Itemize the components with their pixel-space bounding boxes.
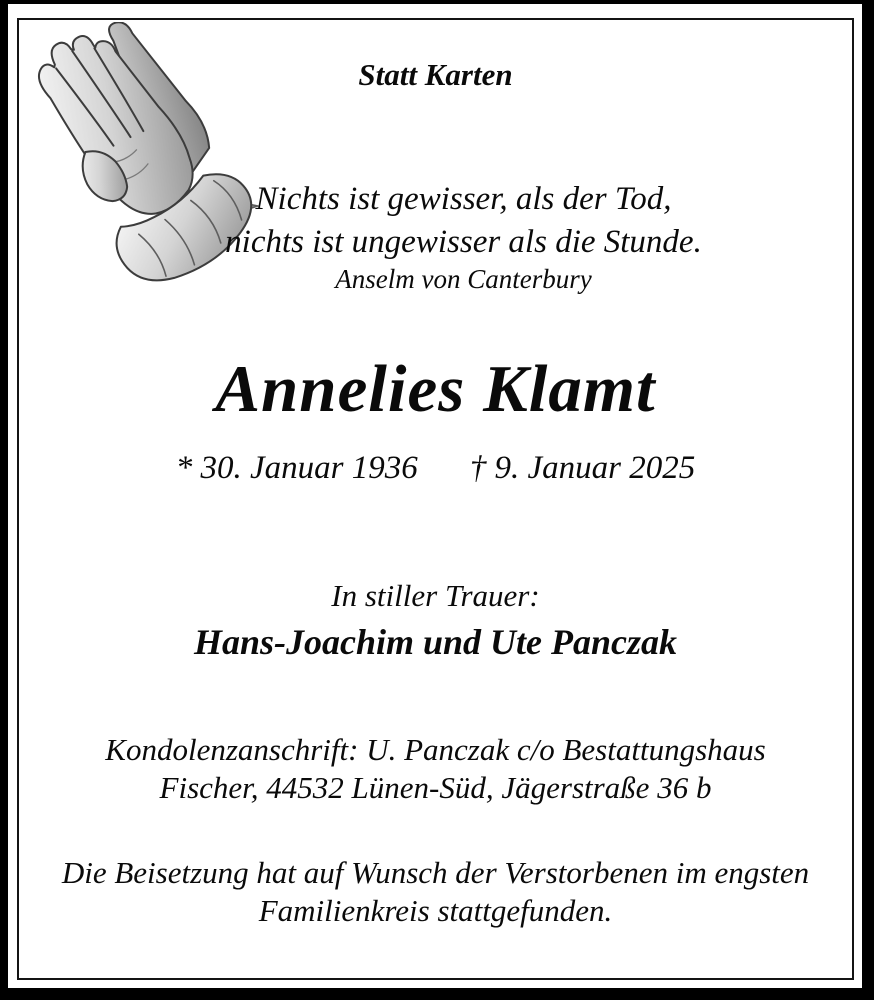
condolence-line-1: Kondolenzanschrift: U. Panczak c/o Bestattungshaus <box>105 732 766 767</box>
burial-line-1: Die Beisetzung hat auf Wunsch der Verstorbenen im engsten <box>61 855 810 890</box>
death-date: † 9. Januar 2025 <box>469 450 696 486</box>
life-dates <box>19 450 852 487</box>
condolence-line-2: Fischer, 44532 Lünen-Süd, Jägerstraße 36 b <box>159 770 712 805</box>
quote-line-1: Nichts ist gewisser, als der Tod, <box>255 181 672 217</box>
quote-attribution: Anselm von Canterbury <box>335 264 592 294</box>
birth-date: * 30. Januar 1936 <box>175 450 418 486</box>
quote-line-2: nichts ist ungewisser als die Stunde. <box>225 224 702 260</box>
inner-rule-frame <box>17 18 854 980</box>
obituary-card <box>8 4 862 988</box>
deceased-name: Annelies Klamt <box>215 352 656 426</box>
mourners-names: Hans-Joachim und Ute Panczak <box>193 622 678 662</box>
mourning-intro: In stiller Trauer: <box>331 578 540 613</box>
burial-line-2: Familienkreis stattgefunden. <box>258 893 613 928</box>
header-statt-karten: Statt Karten <box>358 57 513 92</box>
